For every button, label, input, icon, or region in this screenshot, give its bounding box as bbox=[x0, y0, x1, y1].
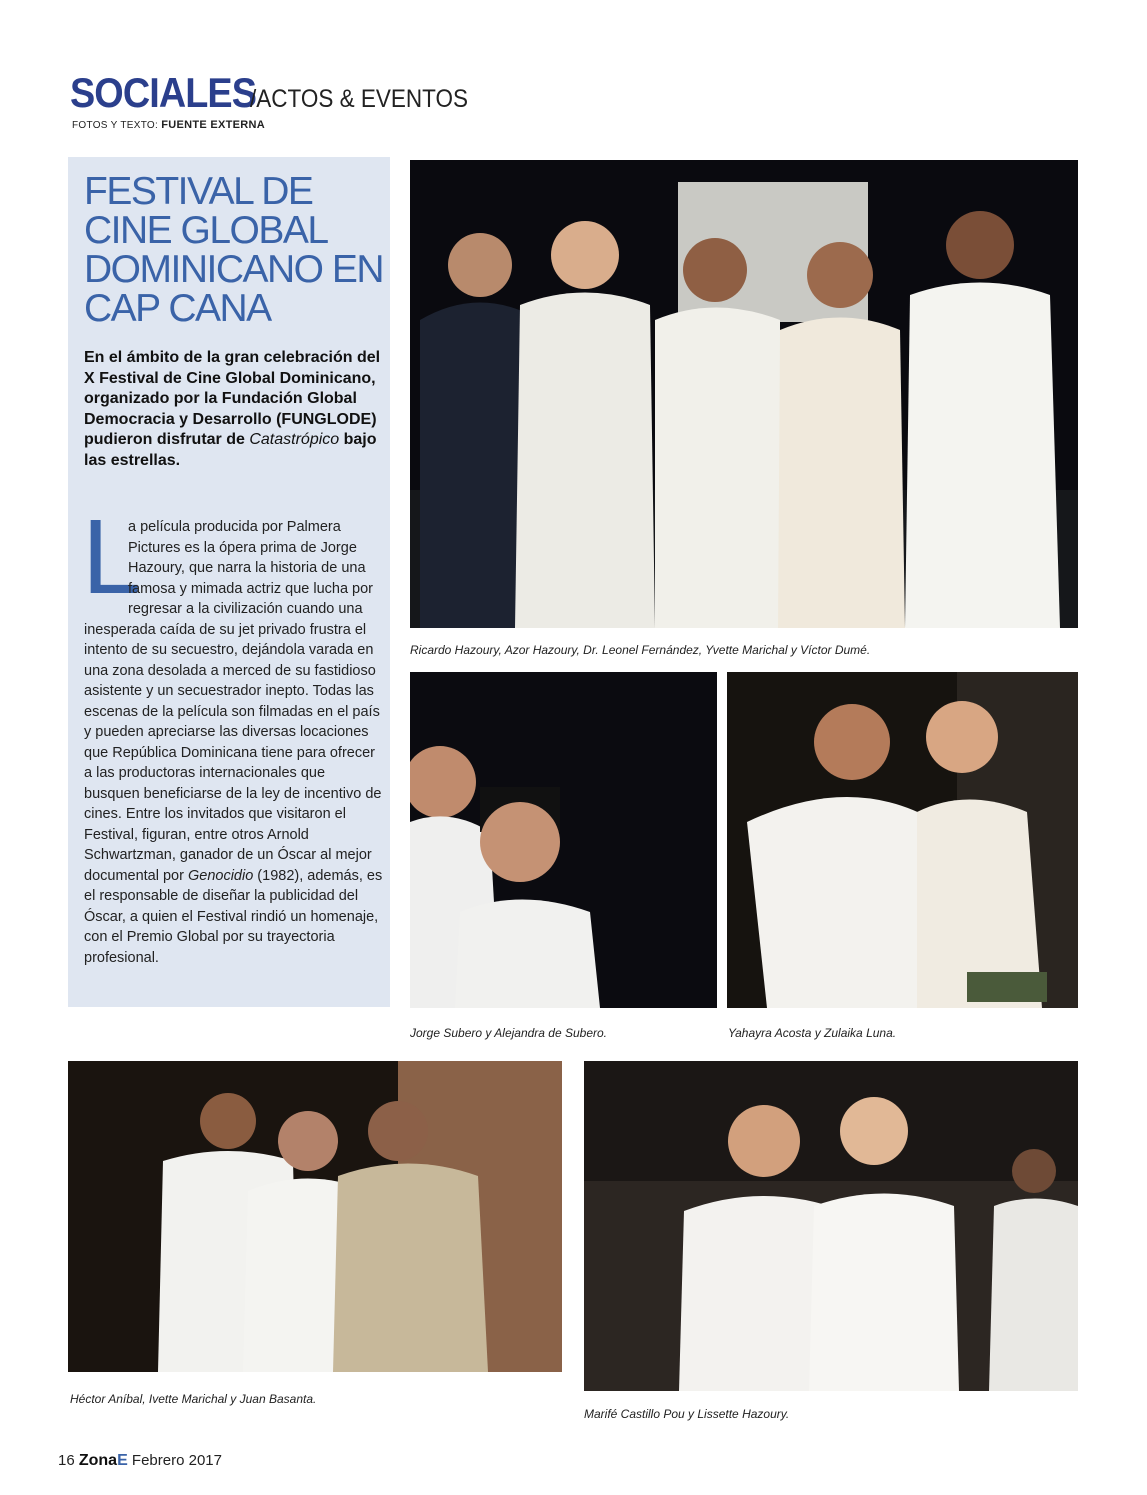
section-subtitle: /ACTOS & EVENTOS bbox=[250, 85, 468, 113]
photo-credits bbox=[72, 119, 265, 131]
page-footer bbox=[58, 1452, 222, 1470]
body-part-2: (1982), además, es el responsable de diseñar la publicidad del Óscar, a quien el Festival rindió un homenaje, con el Premio Global por su trayectoria profesional. bbox=[84, 867, 383, 966]
article-lead bbox=[84, 348, 384, 471]
caption-photo-2: Jorge Subero y Alejandra de Subero. bbox=[410, 1026, 608, 1040]
photo-couple bbox=[410, 672, 717, 1008]
body-part-1: a película producida por Palmera Pictures es la ópera prima de Jorge Hazoury, que narra la historia de una famosa y mimada actriz que lucha por regresar a la civilización cuando una inesperada caída de su jet privado frustra el intento de su secuestro, dejándola varada en una zona desolada a merced de su fastidioso asistente y un secuestrador inepto. Todas las escenas de la película son filmadas en el país y pueden apreciarse las diversas locaciones que República Dominicana tiene para ofrecer a las productoras internacionales que busquen beneficiarse de la ley de incentivo de cines. Entre los invitados que visitaron el Festival, figuran, entre otros Arnold Schwartzman, ganador de un Óscar al mejor documental por bbox=[84, 519, 382, 884]
lead-end: bajo las estrellas. bbox=[84, 431, 377, 469]
caption-photo-3: Yahayra Acosta y Zulaika Luna. bbox=[728, 1026, 897, 1040]
credits-label: FOTOS Y TEXTO: bbox=[72, 120, 159, 131]
photo-group-five bbox=[410, 160, 1078, 628]
article-headline: FESTIVAL DE CINE GLOBAL DOMINICANO EN CAP CANA bbox=[84, 170, 384, 330]
article-body bbox=[82, 498, 384, 968]
caption-photo-4: Héctor Aníbal, Ivette Marichal y Juan Basanta. bbox=[70, 1392, 317, 1406]
magazine-name-accent: E bbox=[117, 1452, 128, 1469]
caption-photo-1: Ricardo Hazoury, Azor Hazoury, Dr. Leonel Fernández, Yvette Marichal y Víctor Dumé. bbox=[410, 643, 871, 657]
issue-date: Febrero 2017 bbox=[131, 1452, 222, 1469]
lead-text: En el ámbito de la gran celebración del X Festival de Cine Global Dominicano, organizado por la Fundación Global Democracia y Desarrollo (FUNGLODE) pudieron disfrutar de bbox=[84, 349, 381, 448]
page-number: 16 bbox=[58, 1452, 75, 1469]
photo-two-women bbox=[727, 672, 1078, 1008]
drop-cap: L bbox=[82, 498, 141, 616]
section-title: SOCIALES bbox=[70, 69, 257, 116]
photo-marife-lissette bbox=[584, 1061, 1078, 1391]
credits-value: FUENTE EXTERNA bbox=[161, 119, 266, 131]
magazine-name: Zona bbox=[78, 1452, 118, 1469]
lead-film-title: Catastrópico bbox=[249, 431, 340, 448]
caption-photo-5: Marifé Castillo Pou y Lissette Hazoury. bbox=[584, 1407, 790, 1421]
photo-three-people bbox=[68, 1061, 562, 1372]
body-film-title: Genocidio bbox=[187, 867, 254, 884]
